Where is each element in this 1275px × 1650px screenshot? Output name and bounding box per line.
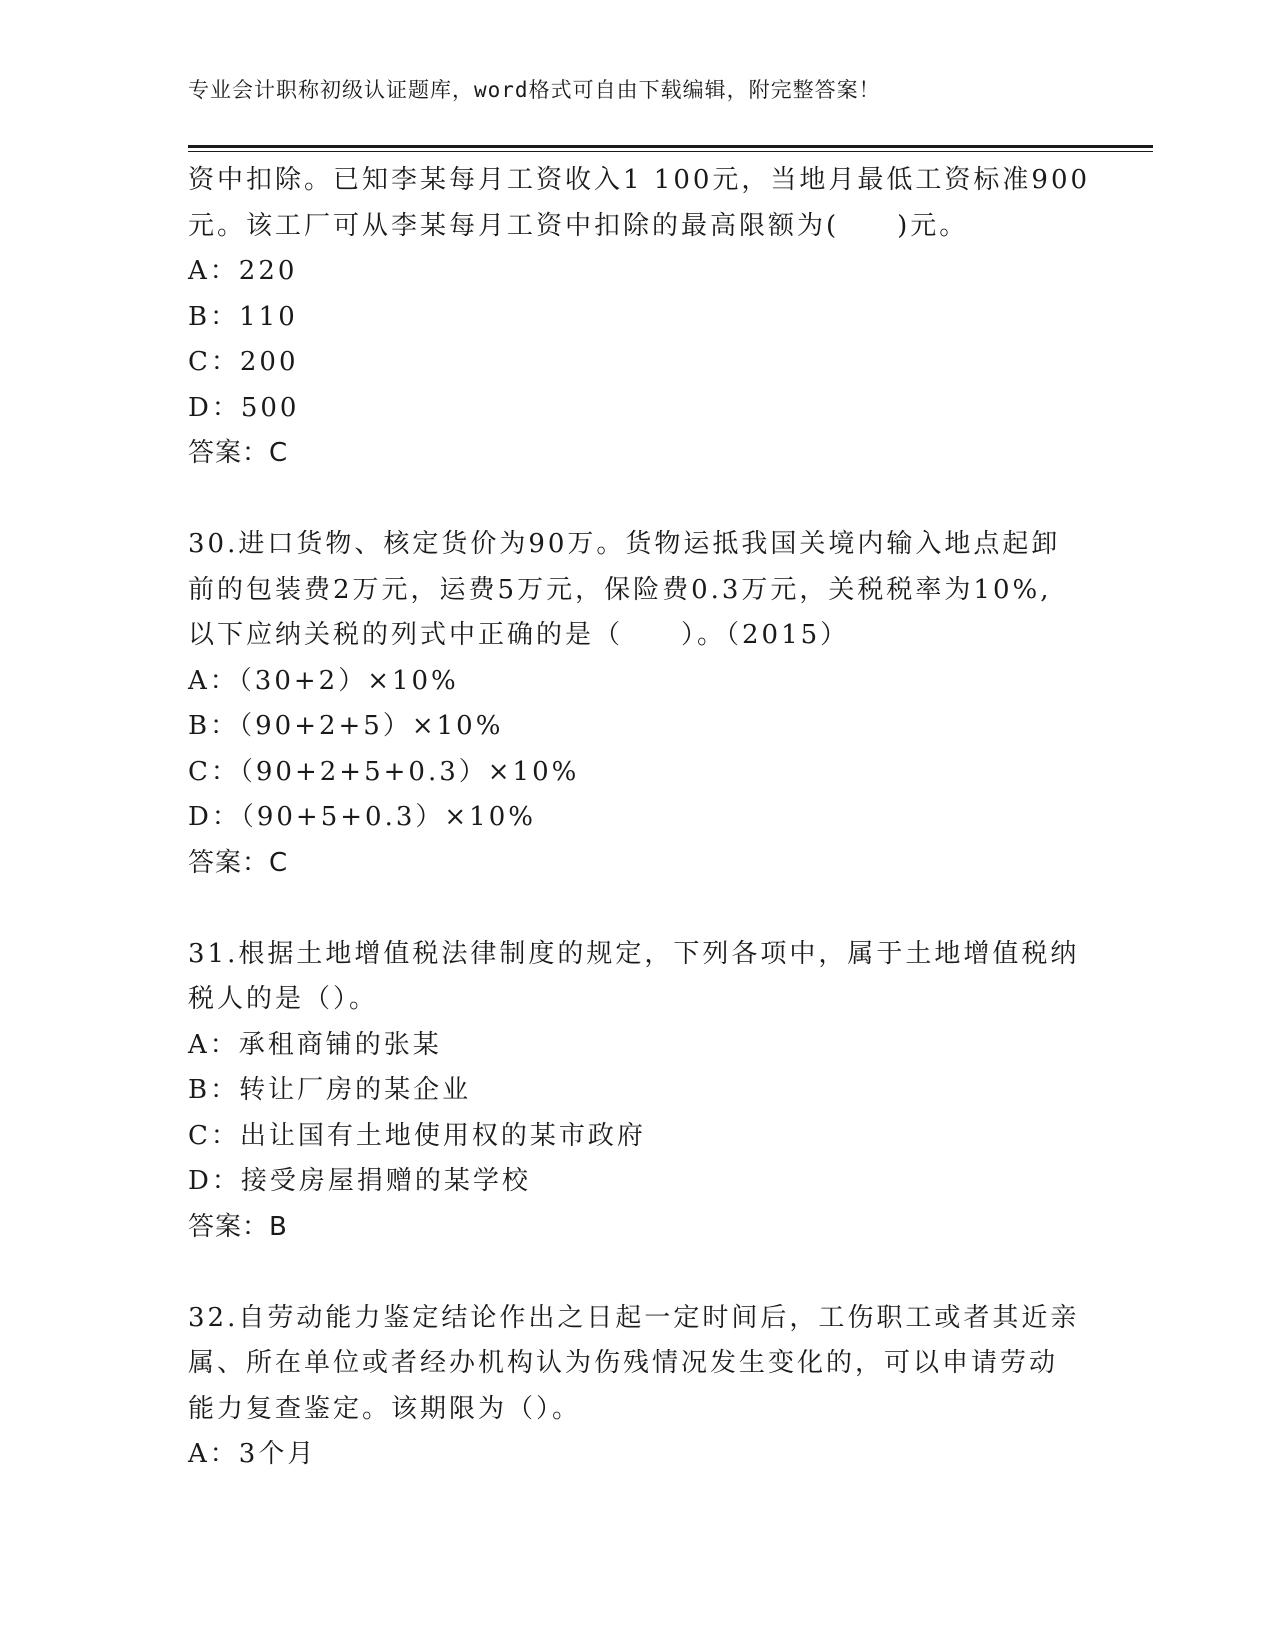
option-a: A：承租商铺的张某: [188, 1029, 442, 1060]
option-b: B：（90+2+5）×10%: [188, 711, 504, 741]
option-b: B：转让厂房的某企业: [188, 1075, 472, 1105]
question-text-line: 32.自劳动能力鉴定结论作出之日起一定时间后，工伤职工或者其近亲: [188, 1302, 1080, 1333]
answer: 答案：B: [188, 1211, 288, 1242]
question-text-line: 30.进口货物、核定货价为90万。货物运抵我国关境内输入地点起卸: [188, 529, 1061, 559]
option-c: C：（90+2+5+0.3）×10%: [188, 756, 580, 787]
question-31: [188, 932, 1088, 1251]
option-b: B：110: [188, 301, 298, 332]
spacer: [188, 886, 1088, 932]
question-30: [188, 522, 1088, 886]
option-a: A：3个月: [188, 1439, 317, 1469]
question-29: [188, 158, 1091, 477]
spacer: [188, 477, 1088, 523]
question-text-line: 31.根据土地增值税法律制度的规定，下列各项中，属于土地增值税纳: [188, 938, 1080, 969]
header-rule-thick: [188, 145, 1153, 148]
option-c: C：出让国有土地使用权的某市政府: [188, 1120, 646, 1151]
question-content: [188, 158, 1091, 1478]
option-a: A：（30+2）×10%: [188, 665, 459, 696]
page-header: 专业会计职称初级认证题库，word格式可自由下载编辑，附完整答案！: [188, 78, 881, 102]
question-text-line: 前的包装费2万元，运费5万元，保险费0.3万元，关税税率为10%,: [188, 574, 1052, 605]
option-d: D：500: [188, 392, 300, 423]
question-text-line: 元。该工厂可从李某每月工资中扣除的最高限额为( )元。: [188, 210, 969, 241]
answer: 答案：C: [188, 438, 289, 468]
question-32: [188, 1296, 1088, 1478]
spacer: [188, 1250, 1088, 1296]
option-d: D：接受房屋捐赠的某学校: [188, 1166, 531, 1196]
question-text-line: 属、所在单位或者经办机构认为伤残情况发生变化的，可以申请劳动: [188, 1348, 1059, 1378]
option-d: D：（90+5+0.3）×10%: [188, 802, 536, 832]
question-text-line: 能力复查鉴定。该期限为（）。: [188, 1393, 582, 1424]
option-a: A：220: [188, 256, 298, 286]
answer: 答案：C: [188, 847, 289, 878]
question-text-line: 税人的是（）。: [188, 984, 379, 1014]
question-text-line: 以下应纳关税的列式中正确的是（ ）。（2015）: [188, 620, 850, 650]
option-c: C：200: [188, 347, 299, 377]
question-text-line: 资中扣除。已知李某每月工资收入1 100元，当地月最低工资标准900: [188, 165, 1091, 195]
header-rule-thin: [188, 151, 1153, 152]
